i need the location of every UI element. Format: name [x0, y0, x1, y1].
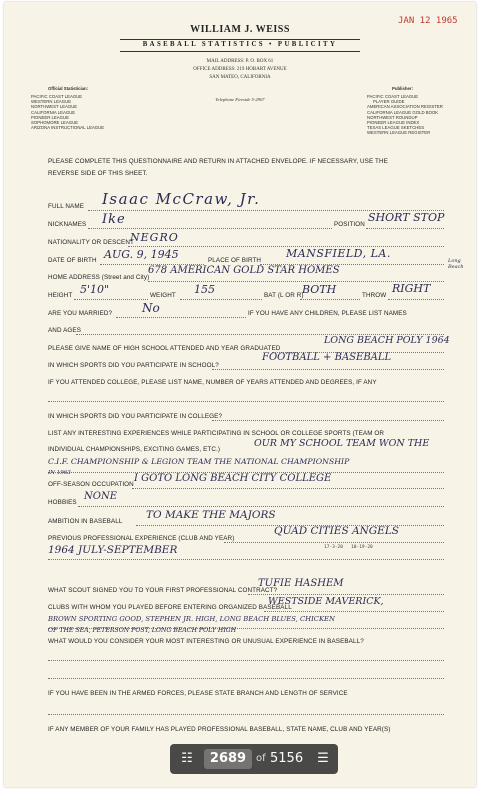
instructions-line-2: REVERSE SIDE OF THIS SHEET.	[48, 170, 148, 177]
college-label: IF YOU ATTENDED COLLEGE, PLEASE LIST NAME, NUMBER OF YEARS ATTENDED AND DEGREES, IF ANY	[48, 379, 377, 386]
nicknames-label: NICKNAMES	[48, 221, 87, 228]
throw-line	[388, 299, 444, 300]
list-item: CALIFORNIA LEAGUE GOLD BOOK	[367, 109, 439, 115]
married-answer: No	[142, 301, 160, 315]
current-page-input[interactable]: 2689	[204, 749, 252, 769]
scout-answer: TUFIE HASHEM	[258, 578, 344, 589]
list-item: PACIFIC COAST LEAGUE	[367, 94, 419, 99]
armed-forces-line	[48, 714, 444, 715]
dob-answer: AUG. 9, 1945	[104, 248, 179, 261]
throw-label: THROW	[362, 292, 387, 299]
family-label: IF ANY MEMBER OF YOUR FAMILY HAS PLAYED PROFESSIONAL BASEBALL, STATE NAME, CLUB AND YEAR(S)	[48, 726, 391, 733]
position-answer: SHORT STOP	[368, 211, 445, 224]
hobbies-label: HOBBIES	[48, 499, 77, 506]
list-item: SOPHOMORE LEAGUE	[31, 120, 79, 126]
weight-line	[180, 299, 262, 300]
list-item: WESTERN LEAGUE REGISTER	[367, 130, 431, 136]
clubs-answer-1: WESTSIDE MAVERICK,	[268, 596, 384, 607]
experiences-label-2: INDIVIDUAL CHAMPIONSHIPS, EXCITING GAMES, ETC.)	[48, 446, 221, 453]
list-item: NORTHWEST LEAGUE	[31, 104, 78, 110]
previous-line-2	[48, 559, 444, 560]
hs-sports-answer: FOOTBALL + BASEBALL	[262, 352, 392, 363]
list-item: AMERICAN ASSOCIATION REGISTER	[367, 104, 443, 110]
college-line	[48, 401, 444, 402]
weight-answer: 155	[194, 283, 215, 296]
clubs-answer-3: OF THE SEA, PETERSON POST, LONG BEACH POLY HIGH	[48, 627, 237, 634]
list-item: PIONEER LEAGUE	[31, 114, 69, 120]
married-line	[116, 317, 246, 318]
letterhead-rule-bottom	[120, 51, 360, 52]
list-item: ARIZONA INSTRUCTIONAL LEAGUE	[31, 125, 105, 131]
experiences-answer-3: IN 1963	[48, 470, 71, 476]
bat-label: BAT (L OR R)	[264, 292, 304, 299]
height-label: HEIGHT	[48, 292, 73, 299]
scout-label: WHAT SCOUT SIGNED YOU TO YOUR FIRST PROFESSIONAL CONTRACT?	[48, 587, 278, 594]
transcription-toggle-icon[interactable]: ☰	[317, 751, 329, 766]
bat-answer: BOTH	[302, 283, 337, 296]
off-season-label: OFF-SEASON OCCUPATION	[48, 481, 134, 488]
list-item: PLAYER GUIDE	[373, 99, 405, 105]
letterhead-subtitle: BASEBALL STATISTICS • PUBLICITY	[142, 41, 338, 48]
page-viewer-toolbar	[170, 744, 338, 774]
home-address-note: Long Beach	[448, 258, 464, 270]
publisher-heading: Publisher:	[392, 86, 414, 91]
telephone: Telephone Fireside 5-2907	[215, 97, 265, 102]
official-statistician-heading: Official Statistician:	[48, 86, 89, 91]
previous-label: PREVIOUS PROFESSIONAL EXPERIENCE (CLUB AND YEAR)	[48, 535, 235, 542]
off-season-line	[132, 488, 444, 489]
college-sports-line	[212, 420, 444, 421]
city: SAN MATEO, CALIFORNIA	[209, 75, 271, 80]
position-line	[366, 228, 444, 229]
hobbies-answer: NONE	[84, 491, 117, 502]
married-label: ARE YOU MARRIED?	[48, 310, 113, 317]
home-address-answer: 678 AMERICAN GOLD STAR HOMES	[148, 265, 340, 276]
previous-answer-1: QUAD CITIES ANGELS	[274, 525, 399, 537]
publication-list-right	[367, 94, 443, 136]
office-address: OFFICE ADDRESS: 219 HOBART AVENUE	[193, 67, 287, 72]
interesting-label: WHAT WOULD YOU CONSIDER YOUR MOST INTERESTING OR UNUSUAL EXPERIENCE IN BASEBALL?	[48, 638, 364, 645]
off-season-answer: I GOTO LONG BEACH CITY COLLEGE	[134, 473, 332, 484]
weight-label: WEIGHT	[150, 292, 176, 299]
hobbies-line	[78, 506, 444, 507]
nicknames-answer: Ike	[102, 212, 126, 227]
high-school-label: PLEASE GIVE NAME OF HIGH SCHOOL ATTENDED AND YEAR GRADUATED	[48, 345, 281, 352]
pob-label: PLACE OF BIRTH	[208, 257, 262, 264]
letterhead-name: WILLIAM J. WEISS	[190, 24, 290, 35]
height-answer: 5'10"	[80, 283, 110, 296]
scout-line	[248, 594, 444, 595]
bat-line	[300, 299, 360, 300]
previous-dates: 17-3-20 10-19-20	[324, 545, 373, 550]
college-sports-label: IN WHICH SPORTS DID YOU PARTICIPATE IN COLLEGE?	[48, 413, 223, 420]
nicknames-line	[88, 228, 332, 229]
height-line	[74, 299, 148, 300]
list-item: PACIFIC COAST LEAGUE	[31, 94, 83, 99]
hs-sports-line	[212, 369, 444, 370]
page-of-label: of	[256, 753, 266, 764]
total-pages: 5156	[270, 751, 304, 766]
experiences-label-1: LIST ANY INTERESTING EXPERIENCES WHILE PARTICIPATING IN SCHOOL OR COLLEGE SPORTS (TEAM OR	[48, 430, 385, 437]
full-name-label: FULL NAME	[48, 203, 85, 210]
list-item: WESTERN LEAGUE	[31, 99, 72, 105]
full-name-answer: Isaac McCraw, Jr.	[102, 190, 261, 208]
pob-answer: MANSFIELD, LA.	[286, 247, 391, 260]
ambition-answer: TO MAKE THE MAJORS	[146, 509, 276, 521]
throw-answer: RIGHT	[392, 282, 431, 295]
high-school-answer: LONG BEACH POLY 1964	[324, 335, 450, 346]
interesting-line-2	[48, 678, 444, 679]
clubs-line	[264, 611, 444, 612]
questionnaire-page	[4, 2, 476, 787]
list-item: NORTHWEST ROUNDUP	[367, 114, 418, 120]
list-item: PIONEER LEAGUE INDEX	[367, 120, 420, 126]
clubs-label: CLUBS WITH WHOM YOU PLAYED BEFORE ENTERING ORGANIZED BASEBALL	[48, 604, 292, 611]
dob-label: DATE OF BIRTH	[48, 257, 97, 264]
position-label: POSITION	[334, 221, 365, 228]
list-item: TEXAS LEAGUE SKETCHES	[367, 125, 425, 131]
hs-sports-label: IN WHICH SPORTS DID YOU PARTICIPATE IN SCHOOL?	[48, 362, 219, 369]
previous-line	[224, 542, 444, 543]
mail-address: MAIL ADDRESS: P. O. BOX 61	[206, 59, 274, 64]
nationality-label: NATIONALITY OR DESCENT	[48, 239, 134, 246]
letterhead-rule-top	[120, 39, 360, 40]
clubs-answer-2: BROWN SPORTING GOOD, STEPHEN JR. HIGH, LONG BEACH BLUES, CHICKEN	[48, 615, 335, 623]
instructions-line-1: PLEASE COMPLETE THIS QUESTIONNAIRE AND RETURN IN ATTACHED ENVELOPE. IF NECESSARY, USE THE	[48, 158, 388, 165]
league-list-left	[31, 94, 104, 130]
grid-view-icon[interactable]: ☷	[181, 751, 193, 766]
ambition-label: AMBITION IN BASEBALL	[48, 518, 123, 525]
children-label: IF YOU HAVE ANY CHILDREN, PLEASE LIST NAMES	[248, 310, 407, 317]
list-item: CALIFORNIA LEAGUE	[31, 109, 76, 115]
armed-forces-label: IF YOU HAVE BEEN IN THE ARMED FORCES, PLEASE STATE BRANCH AND LENGTH OF SERVICE	[48, 690, 348, 697]
previous-answer-2: 1964 JULY-SEPTEMBER	[48, 544, 178, 556]
experiences-answer-2: C.I.F. CHAMPIONSHIP & LEGION TEAM THE NATIONAL CHAMPIONSHIP	[48, 457, 350, 466]
home-address-label: HOME ADDRESS (Street and City)	[48, 274, 150, 281]
nationality-answer: NEGRO	[130, 231, 179, 244]
ages-label: AND AGES	[48, 327, 81, 334]
experiences-answer-1: OUR MY SCHOOL TEAM WON THE	[254, 438, 430, 449]
date-stamp: JAN 12 1965	[398, 16, 458, 26]
interesting-line-1	[48, 660, 444, 661]
